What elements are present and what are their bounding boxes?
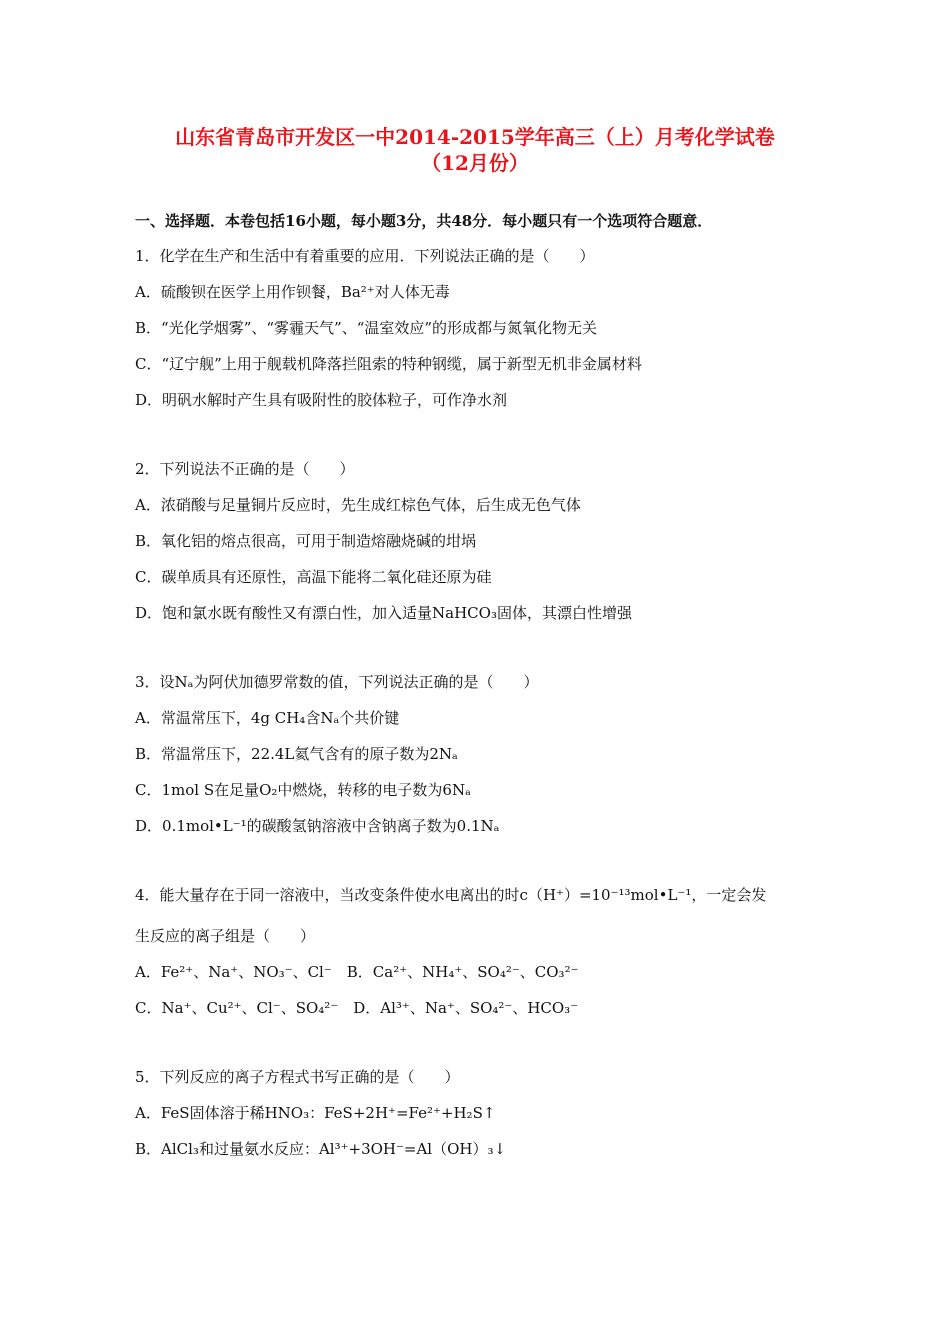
question-1-option-d: D．明矾水解时产生具有吸附性的胶体粒子，可作净水剂 <box>135 391 508 409</box>
question-2-option-a: A．浓硝酸与足量铜片反应时，先生成红棕色气体，后生成无色气体 <box>135 496 581 514</box>
question-2-stem: 2．下列说法不正确的是（ ） <box>135 460 355 478</box>
question-4-options-cd: C．Na⁺、Cu²⁺、Cl⁻、SO₄²⁻ D．Al³⁺、Na⁺、SO₄²⁻、HCO₃⁻ <box>135 999 579 1017</box>
question-1-option-b: B．“光化学烟雾”、“雾霾天气”、“温室效应”的形成都与氮氧化物无关 <box>135 319 598 337</box>
question-5-stem: 5．下列反应的离子方程式书写正确的是（ ） <box>135 1068 460 1086</box>
exam-title-month: （12月份） <box>421 151 529 175</box>
question-5-option-b: B．AlCl₃和过量氨水反应：Al³⁺+3OH⁻=Al（OH）₃↓ <box>135 1140 507 1158</box>
question-4-stem: 4．能大量存在于同一溶液中，当改变条件使水电离出的时c（H⁺）=10⁻¹³mol•L⁻¹，一定会发 <box>135 886 767 904</box>
question-4-stem-continued: 生反应的离子组是（ ） <box>135 927 316 945</box>
question-2-option-b: B．氧化铝的熔点很高，可用于制造熔融烧碱的坩埚 <box>135 532 477 550</box>
question-2-option-d: D．饱和氯水既有酸性又有漂白性，加入适量NaHCO₃固体，其漂白性增强 <box>135 604 632 622</box>
question-1-stem: 1．化学在生产和生活中有着重要的应用．下列说法正确的是（ ） <box>135 247 595 265</box>
exam-title: 山东省青岛市开发区一中2014-2015学年高三（上）月考化学试卷 <box>175 125 775 149</box>
question-2-option-c: C．碳单质具有还原性，高温下能将二氧化硅还原为硅 <box>135 568 492 586</box>
question-1-option-a: A．硫酸钡在医学上用作钡餐，Ba²⁺对人体无毒 <box>135 283 450 301</box>
section-header: 一、选择题．本卷包括16小题，每小题3分，共48分．每小题只有一个选项符合题意． <box>135 212 713 230</box>
question-3-option-c: C．1mol S在足量O₂中燃烧，转移的电子数为6Nₐ <box>135 781 471 799</box>
question-5-option-a: A．FeS固体溶于稀HNO₃：FeS+2H⁺=Fe²⁺+H₂S↑ <box>135 1104 496 1122</box>
question-3-option-b: B．常温常压下，22.4L氦气含有的原子数为2Nₐ <box>135 745 458 763</box>
question-1-option-c: C．“辽宁舰”上用于舰载机降落拦阻索的特种钢缆，属于新型无机非金属材料 <box>135 355 642 373</box>
question-3-option-d: D．0.1mol•L⁻¹的碳酸氢钠溶液中含钠离子数为0.1Nₐ <box>135 817 500 835</box>
question-3-stem: 3．设Nₐ为阿伏加德罗常数的值，下列说法正确的是（ ） <box>135 673 539 691</box>
question-3-option-a: A．常温常压下，4g CH₄含Nₐ个共价键 <box>135 709 400 727</box>
question-4-options-ab: A．Fe²⁺、Na⁺、NO₃⁻、Cl⁻ B．Ca²⁺、NH₄⁺、SO₄²⁻、CO₃²⁻ <box>135 963 579 981</box>
